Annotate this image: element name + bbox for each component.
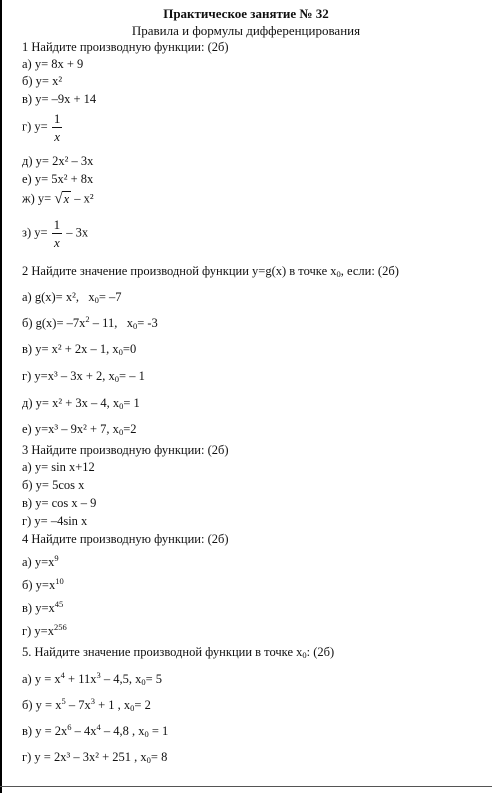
- expression-part: г) y=x³ – 3x + 2, x: [22, 369, 115, 383]
- task4-item-b: [22, 578, 64, 593]
- exponent: 4: [60, 670, 65, 680]
- exponent: 4: [96, 722, 101, 732]
- task1-item-z: [22, 218, 88, 249]
- fraction-denominator: x: [54, 235, 60, 250]
- task3-item-a: а) y= sin x+12: [22, 460, 95, 474]
- task1-item-b: б) y= x²: [22, 74, 63, 88]
- task2-heading-tail: , если: (2б): [340, 264, 399, 278]
- bottom-rule: [0, 786, 492, 787]
- fraction: [52, 112, 63, 143]
- task5-item-g: [22, 750, 167, 765]
- expression-part: + 1 , x: [94, 698, 131, 712]
- expression-part: – 4,5, x: [100, 672, 142, 686]
- expression-part: в) y= x² + 2x – 1, x: [22, 342, 119, 356]
- task1-item-zh-suffix: – x²: [74, 191, 94, 206]
- task1-item-g-prefix: г) y=: [22, 119, 48, 134]
- task3-item-v: в) y= cos x – 9: [22, 496, 97, 510]
- exponent: 45: [54, 599, 64, 609]
- expression-part: – 11,: [92, 316, 118, 330]
- task3-item-g: г) y= –4sin x: [22, 514, 88, 528]
- exponent: 5: [61, 696, 66, 706]
- task1-heading: 1 Найдите производную функции: (2б): [22, 40, 229, 54]
- expression-part: =2: [123, 422, 137, 436]
- task2-item-d: [22, 396, 140, 411]
- expression-part: г) y=x: [22, 624, 54, 638]
- radicand: x: [63, 192, 70, 206]
- task1-item-z-suffix: – 3x: [66, 225, 89, 240]
- fraction: [52, 218, 63, 249]
- expression-part: + 11x: [64, 672, 97, 686]
- subscript: 0: [94, 295, 99, 305]
- expression-part: = 5: [145, 672, 163, 686]
- task1-item-zh-prefix: ж) y=: [22, 191, 52, 206]
- expression-part: = – 1: [119, 369, 145, 383]
- left-border: [0, 0, 2, 793]
- task1-item-v: в) y= –9x + 14: [22, 92, 97, 106]
- exponent: 10: [55, 576, 64, 586]
- exponent: 3: [96, 670, 101, 680]
- task2-item-e: [22, 422, 137, 437]
- task4-heading: 4 Найдите производную функции: (2б): [22, 532, 229, 546]
- subscript: 0: [144, 729, 149, 739]
- subscript: 0: [141, 677, 146, 687]
- subscript: 0: [130, 703, 135, 713]
- task5-heading-text: 5. Найдите значение производной функции в точке x: [22, 645, 303, 659]
- exponent: 6: [67, 722, 72, 732]
- fraction-bar: [52, 127, 63, 128]
- expression-part: =0: [122, 342, 137, 356]
- expression-part: а) y=x: [22, 555, 55, 569]
- task1-item-e: е) y= 5x² + 8x: [22, 172, 94, 186]
- fraction-bar: [52, 233, 63, 234]
- task1-item-a: а) y= 8x + 9: [22, 57, 84, 71]
- expression-part: а) g(x)= x²,: [22, 290, 79, 304]
- task5-item-b: [22, 698, 151, 713]
- expression-part: д) y= x² + 3x – 4, x: [22, 396, 120, 410]
- task4-item-v: [22, 601, 63, 616]
- task2-item-g: [22, 369, 145, 384]
- task2-item-v: [22, 342, 136, 357]
- expression-part: x: [88, 290, 95, 304]
- subscript: 0: [118, 427, 124, 437]
- task2-item-a: [22, 290, 122, 305]
- expression-part: б) y=x: [22, 578, 56, 592]
- fraction-numerator: 1: [53, 217, 61, 232]
- task4-item-g: [22, 624, 67, 639]
- task1-item-g: [22, 112, 63, 143]
- task2-heading: [22, 264, 399, 279]
- exponent: 9: [54, 553, 59, 563]
- subscript: 0: [336, 269, 341, 279]
- subscript: 0: [118, 347, 123, 357]
- expression-part: б) g(x)= –7x: [22, 316, 86, 330]
- expression-part: = 1: [123, 396, 140, 410]
- task4-item-a: [22, 555, 59, 570]
- expression-part: в) y=x: [22, 601, 55, 615]
- task5-item-v: [22, 724, 168, 739]
- expression-part: б) y = x: [22, 698, 62, 712]
- radical-sign: √: [54, 191, 63, 207]
- expression-part: = 8: [150, 750, 168, 764]
- exponent: 2: [85, 314, 90, 324]
- expression-part: – 4,8 , x: [100, 724, 145, 738]
- expression-part: – 4x: [71, 724, 97, 738]
- page-title: Практическое занятие № 32: [163, 6, 329, 21]
- subscript: 0: [114, 374, 120, 384]
- expression-part: – 7x: [65, 698, 91, 712]
- expression-part: в) y = 2x: [22, 724, 68, 738]
- task5-item-a: [22, 672, 162, 687]
- subscript: 0: [132, 321, 138, 331]
- expression-part: е) y=x³ – 9x² + 7, x: [22, 422, 119, 436]
- exponent: 3: [90, 696, 95, 706]
- expression-part: = -3: [137, 316, 158, 330]
- task5-heading: [22, 645, 334, 660]
- task1-item-zh: [22, 191, 94, 208]
- task2-item-b: [22, 316, 158, 331]
- task2-heading-text: 2 Найдите значение производной функции y=g(x) в точке x: [22, 264, 337, 278]
- task3-heading: 3 Найдите производную функции: (2б): [22, 443, 229, 457]
- subscript: 0: [302, 650, 307, 660]
- task5-heading-tail: : (2б): [306, 645, 335, 659]
- task3-item-b: б) y= 5cos x: [22, 478, 85, 492]
- fraction-numerator: 1: [53, 111, 61, 126]
- fraction-denominator: x: [54, 129, 60, 144]
- expression-part: x: [126, 316, 133, 330]
- expression-part: г) y = 2x³ – 3x² + 251 , x: [22, 750, 147, 764]
- subscript: 0: [146, 755, 151, 765]
- subscript: 0: [119, 401, 124, 411]
- expression-part: а) y = x: [22, 672, 61, 686]
- page-subtitle: Правила и формулы дифференцирования: [131, 23, 361, 38]
- expression-part: = 2: [134, 698, 151, 712]
- square-root: [54, 191, 71, 208]
- task1-item-z-prefix: з) y=: [22, 225, 48, 240]
- task1-item-d: д) y= 2x² – 3x: [22, 154, 94, 168]
- expression-part: = –7: [98, 290, 122, 304]
- expression-part: = 1: [148, 724, 169, 738]
- exponent: 256: [53, 622, 67, 632]
